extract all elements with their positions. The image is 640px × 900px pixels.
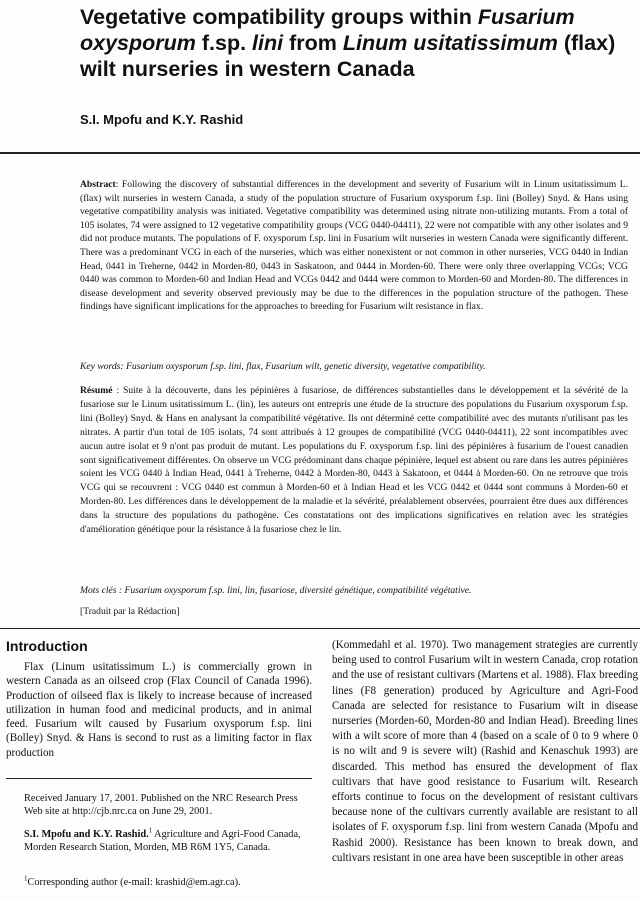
title-text-7: (flax) wilt nurseries in western Canada — [80, 31, 616, 81]
title-text-6: Linum usitatissimum — [342, 31, 558, 55]
affiliation-note — [24, 828, 312, 854]
mots-cles-label: Mots clés — [80, 585, 117, 596]
abstract — [80, 178, 628, 314]
header-divider — [0, 152, 640, 154]
title-text-5: from — [283, 31, 343, 55]
title-text-1: Vegetative compatibility groups within — [80, 5, 478, 29]
introduction-heading: Introduction — [6, 638, 88, 654]
keywords — [80, 360, 628, 373]
corresponding-text: Corresponding author (e-mail: krashid@em.agr.ca). — [27, 877, 241, 888]
affiliation-marker: 1 — [148, 826, 153, 835]
section-divider — [0, 628, 640, 629]
affiliation-authors: S.I. Mpofu and K.Y. Rashid. — [24, 829, 149, 840]
corresponding-author-note — [24, 876, 312, 889]
corresponding-marker: 1 — [24, 874, 28, 883]
title-text-2: Fusarium oxysporum — [80, 5, 575, 55]
resume-text: : Suite à la découverte, dans les pépinières à fusariose, de différences substantielles dans le développement et la sévérité de la fusariose sur le Linum usitatissimum L. (lin), les auteurs ont entrepris une étude de la structure des populations du Fusarium oxysporum f.sp. lini (Bolley) Snyd. & Hans en analysant la compatibilité végétative. Ils ont déterminé cette compatibilité avec des mutants n'utilisant pas les nitrates. A partir d'un total de 105 isolats, 74 sont attribués à 12 groupes de compatibilité (VCG 0440-04411), 22 sont incompatibles avec aucun autre isolat et 9 n'ont pas produit de mutant. Les populations du F. oxysporum f.sp. lini des pépinières à fusarium de l'ouest canadien sont significativement différentes. On observe un VCG prédominant dans chaque pépinière, lequel est absent ou rare dans les autres pépinières soient les VCG 0440 à Indian Head, 0441 à Treherne, 0442 à Morden-80, 0443 à Sakatoon, et 0444 à Morden-60. On ne retrouve que trois VCG qui se recouvrent : VCG 0440 est commun à Morden-60 et à Indian Head et les VCG 0442 et 0444 sont communs à Morden-60 et Morden-80. Les différences dans le développement de la maladie et la sévérité, préalablement observées, pourraient être dues aux différences dans la structure des populations du pathogène. Ces constatations ont des implications significatives en relation avec les stratégies d'amélioration génétique pour la résistance à la fusariose chez le lin. — [80, 385, 628, 536]
introduction-left-column: Flax (Linum usitatissimum L.) is commercially grown in western Canada as an oilseed crop (Flax Council of Canada 1996). Production of oilseed flax is likely to increase because of increased utilization in human food and medicinal products, and in animal feed. Fusarium wilt caused by Fusarium oxysporum f.sp. lini (Bolley) Snyd. & Hans is second to rust as a limiting factor in flax production — [6, 661, 312, 759]
keywords-label: Key words — [80, 361, 121, 372]
article-title — [80, 4, 625, 82]
abstract-text: : Following the discovery of substantial differences in the development and severity of Fusarium wilt in Linum usitatissimum L. (flax) wilt nurseries in western Canada, a study of the population structure of Fusarium oxysporum f.sp. lini (Bolley) Snyd. & Hans using vegetative compatibility analysis was initiated. Vegetative compatibility was determined using nitrate non-utilizing mutants. From a total of 105 isolates, 74 were assigned to 12 vegetative compatibility groups (VCG 0440-04411), 22 were not compatible with any other isolates and 9 did not produce mutants. The populations of F. oxysporum f.sp. lini in Fusarium wilt nurseries in western Canada were significantly different. There was a predominant VCG in each of the nurseries, which was either nonexistent or not common in other nurseries, VCG 0440 in Indian Head, 0441 in Treherne, 0442 in Morden-80, 0443 in Saskatoon, and 0444 in Morden-60. There were only three overlapping VCGs; VCG 0440 was common to Morden-60 and Indian Head and VCGs 0442 and 0444 were common to Morden-60 and Morden-80. The differences in disease development and severity observed previously may be due to the differences in the population structure of the pathogen. These findings have significant implications for the approaches to breeding for Fusarium wilt resistance in flax. — [80, 179, 628, 313]
translation-note: [Traduit par la Rédaction] — [80, 606, 180, 617]
resume-label: Résumé — [80, 385, 113, 396]
introduction-right-column: (Kommedahl et al. 1970). Two management strategies are currently being used to control Fusarium wilt in western Canada, crop rotation and the use of resistant cultivars (Martens et al. 1988). Flax breeding lines (F8 generation) produced by Agriculture and Agri-Food Canada are selected for resistance to Fusarium wilt in disease nurseries (Morden-60, Morden-80 and Indian Head). Breeding lines with a wilt score of more than 4 (based on a scale of 0 to 9 where 0 is no wilt and 9 is severe wilt) (Rashid and Kenaschuk 1993) are discarded. This method has ensured the development of flax cultivars that have good resistance to Fusarium wilt. Research efforts continue to focus on the development of resistant cultivars because none of the cultivars currently available are resistant to all isolates of F. oxysporum f.sp. lini from western Canada (Mpofu and Rashid 2000). Resistance has been known to break down, and cultivars resistant in one area have been susceptible in other areas — [332, 639, 638, 864]
abstract-label: Abstract — [80, 179, 116, 190]
received-note: Received January 17, 2001. Published on the NRC Research Press Web site at http://cjb.nrc.ca on June 29, 2001. — [24, 793, 298, 818]
affiliation-text: Agriculture and Agri-Food Canada, Morden Research Station, Morden, MB R6M 1Y5, Canada. — [24, 829, 301, 854]
title-text-3: f.sp. — [195, 31, 253, 55]
mots-cles-text: : Fusarium oxysporum f.sp. lini, lin, fusariose, diversité génétique, compatibilité végétative. — [116, 585, 472, 596]
keywords-text: : Fusarium oxysporum f.sp. lini, flax, Fusarium wilt, genetic diversity, vegetative compatibility. — [120, 361, 486, 372]
footnote-divider — [6, 778, 312, 779]
author-list: S.I. Mpofu and K.Y. Rashid — [80, 112, 244, 127]
title-text-4: lini — [252, 31, 284, 55]
resume — [80, 384, 628, 537]
mots-cles — [80, 584, 628, 597]
